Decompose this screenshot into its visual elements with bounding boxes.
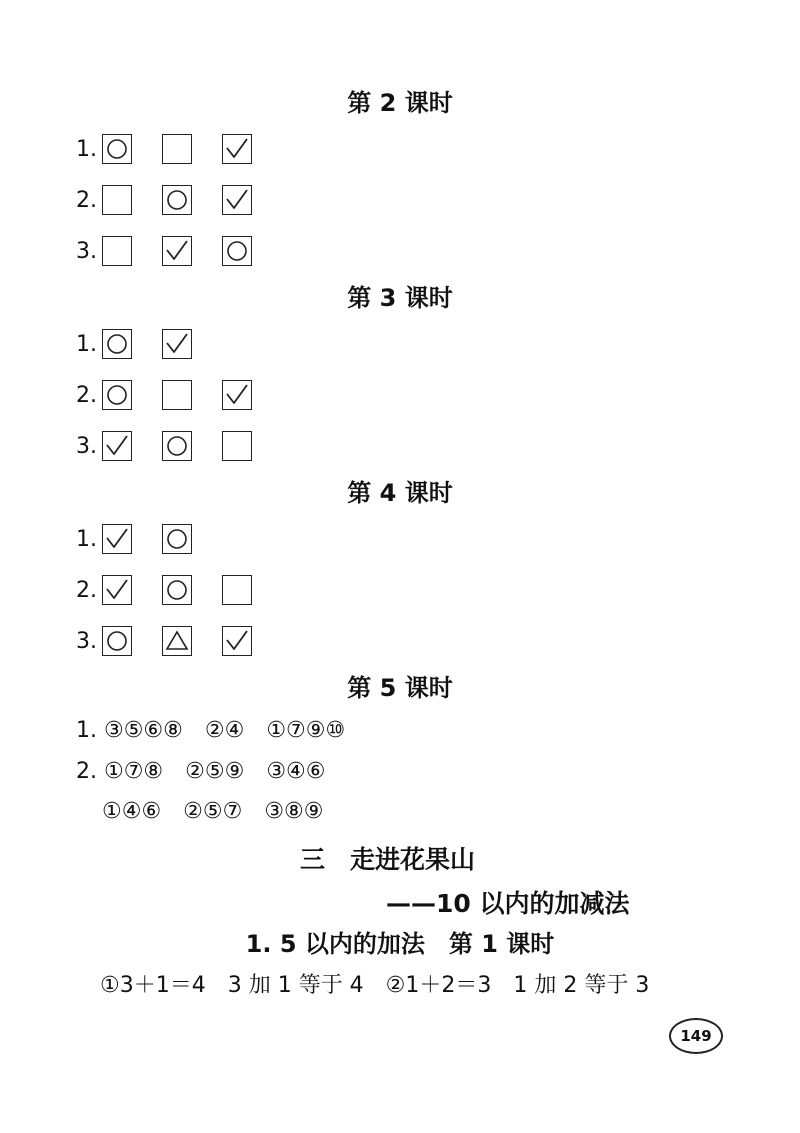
check-mark-icon <box>224 382 250 408</box>
lesson5-answer-line-2: 2. ①⑦⑧ ②⑤⑨ ③④⑥ <box>76 759 326 784</box>
answer-row <box>76 378 282 412</box>
circle-mark-box <box>102 134 132 164</box>
check-mark-box <box>102 575 132 605</box>
circle-mark-box <box>222 236 252 266</box>
circle-mark-box <box>162 575 192 605</box>
circle-mark-box <box>162 431 192 461</box>
check-mark-icon <box>224 187 250 213</box>
answer-row <box>76 327 222 361</box>
circle-icon <box>224 238 250 264</box>
check-mark-box <box>222 134 252 164</box>
question-number: 1. <box>76 331 97 357</box>
check-mark-icon <box>104 526 130 552</box>
check-mark-box <box>102 524 132 554</box>
empty-answer-box <box>102 185 132 215</box>
answer-row <box>76 624 282 658</box>
lesson5-answer-line-3: ①④⑥ ②⑤⑦ ③⑧⑨ <box>102 799 324 824</box>
circle-mark-box <box>162 185 192 215</box>
section-heading-lesson2: 第 2 课时 <box>347 89 453 117</box>
empty-answer-box <box>162 134 192 164</box>
answer-row <box>76 234 282 268</box>
empty-answer-box <box>162 380 192 410</box>
lesson1-answer-line: ①3＋1＝4 3 加 1 等于 4 ②1＋2＝3 1 加 2 等于 3 <box>100 973 650 998</box>
question-number: 3. <box>76 238 97 264</box>
question-number: 1. <box>76 526 97 552</box>
answer-row <box>76 573 282 607</box>
circle-mark-box <box>102 329 132 359</box>
check-mark-box <box>162 329 192 359</box>
check-mark-box <box>222 380 252 410</box>
section-heading-lesson4: 第 4 课时 <box>347 479 453 507</box>
check-mark-icon <box>104 577 130 603</box>
check-mark-icon <box>104 433 130 459</box>
answer-row <box>76 522 222 556</box>
question-number: 2. <box>76 577 97 603</box>
check-mark-icon <box>164 238 190 264</box>
answer-row <box>76 429 282 463</box>
page-number: 149 <box>680 1027 712 1045</box>
answer-row <box>76 132 282 166</box>
question-number: 3. <box>76 628 97 654</box>
question-number: 2. <box>76 187 97 213</box>
check-mark-icon <box>224 628 250 654</box>
check-mark-box <box>162 236 192 266</box>
circle-icon <box>164 526 190 552</box>
circle-mark-box <box>102 626 132 656</box>
page-number-badge <box>669 1018 723 1054</box>
empty-answer-box <box>222 431 252 461</box>
circle-icon <box>104 382 130 408</box>
circle-mark-box <box>162 524 192 554</box>
lesson1-heading: 1. 5 以内的加法 第 1 课时 <box>245 930 555 958</box>
triangle-mark-box <box>162 626 192 656</box>
question-number: 1. <box>76 136 97 162</box>
lesson5-answer-line-1: 1. ③⑤⑥⑧ ②④ ①⑦⑨⑩ <box>76 718 346 743</box>
circle-icon <box>104 136 130 162</box>
empty-answer-box <box>222 575 252 605</box>
question-number: 3. <box>76 433 97 459</box>
circle-icon <box>164 577 190 603</box>
check-mark-box <box>102 431 132 461</box>
check-mark-icon <box>224 136 250 162</box>
check-mark-box <box>222 626 252 656</box>
circle-icon <box>164 187 190 213</box>
chapter-title: 三 走进花果山 <box>300 845 476 874</box>
circle-mark-box <box>102 380 132 410</box>
empty-answer-box <box>102 236 132 266</box>
triangle-icon <box>164 628 190 654</box>
circle-icon <box>104 331 130 357</box>
question-number: 2. <box>76 382 97 408</box>
answer-row <box>76 183 282 217</box>
section-heading-lesson3: 第 3 课时 <box>347 284 453 312</box>
check-mark-box <box>222 185 252 215</box>
section-heading-lesson5: 第 5 课时 <box>347 674 453 702</box>
check-mark-icon <box>164 331 190 357</box>
circle-icon <box>164 433 190 459</box>
chapter-subtitle: ——10 以内的加减法 <box>386 889 630 918</box>
circle-icon <box>104 628 130 654</box>
